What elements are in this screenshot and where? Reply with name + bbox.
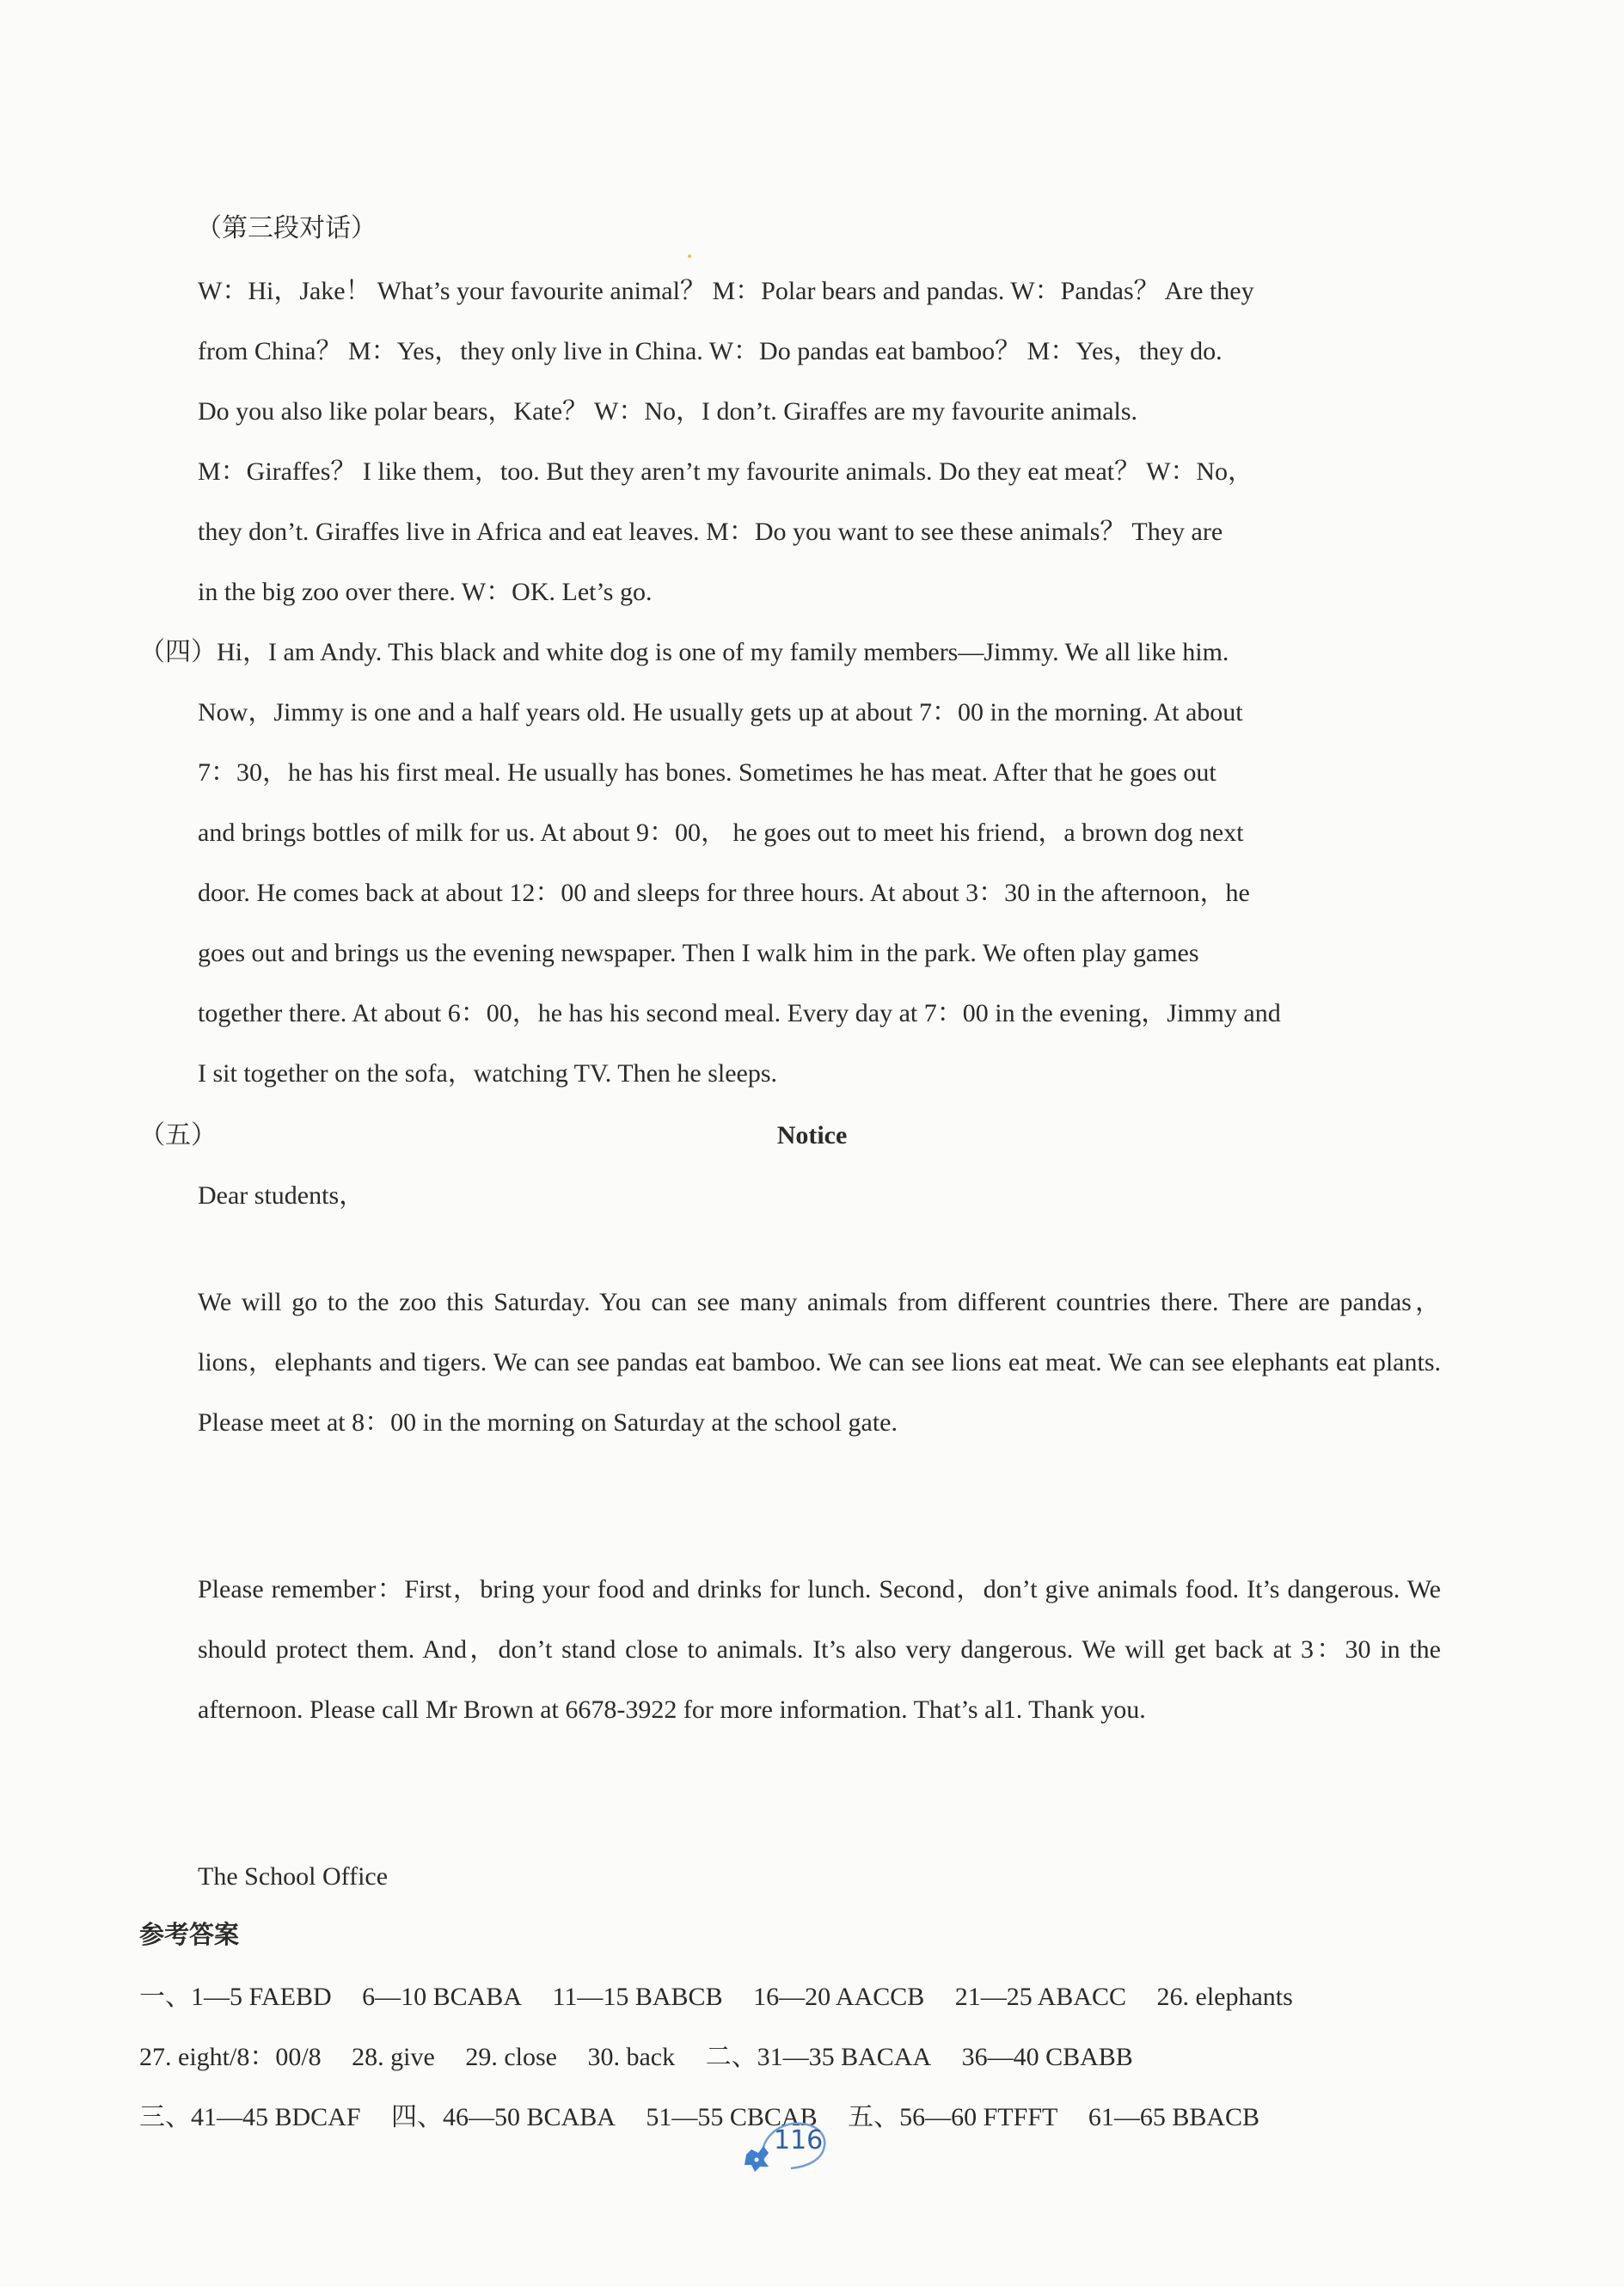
text-line: W：Hi，Jake！ What’s your favourite animal？ M：Polar bears and pandas. W：Pandas？ Are they — [198, 277, 1254, 305]
answer-item: 11—15 BABCB — [552, 1983, 723, 2011]
ink-speck — [688, 254, 691, 258]
section5-marker: （五） — [139, 1121, 217, 1150]
notice-paragraph-2: Please remember：First，bring your food and drinks for lunch. Second，don’t give animals food. It’s dangerous. We should protect them. And，don’t stand close to animals. It’s also very dangerous. We will get back at 3：30 in the afternoon. Please call Mr Brown at 6678-3922 for more information. That’s al1. Thank you. — [198, 1575, 1441, 1724]
answer-item: 三、41—45 BDCAF — [139, 2103, 361, 2131]
dialogue3-heading: （第三段对话） — [196, 214, 377, 242]
answers-row-1 — [139, 1967, 1446, 2027]
text-line: 7：30，he has his first meal. He usually has bones. Sometimes he has meat. After that he goes out — [198, 758, 1216, 787]
notice-signoff: The School Office — [198, 1862, 389, 1891]
answer-item: 27. eight/8：00/8 — [139, 2043, 322, 2071]
text-line: Do you also like polar bears，Kate？ W：No，I don’t. Giraffes are my favourite animals. — [198, 397, 1138, 426]
answer-item: 二、31—35 BACAA — [705, 2043, 932, 2071]
text-line: goes out and brings us the evening newspaper. Then I walk him in the park. We often play games — [198, 939, 1199, 967]
text-line: I sit together on the sofa，watching TV. Then he sleeps. — [198, 1059, 778, 1088]
answer-item: 28. give — [352, 2043, 435, 2071]
text-line: M：Giraffes？ I like them，too. But they aren’t my favourite animals. Do they eat meat？ W：No， — [198, 457, 1254, 486]
answer-item: 30. back — [587, 2043, 676, 2071]
answers-row-2 — [139, 2027, 1446, 2088]
answer-item: 29. close — [465, 2043, 557, 2071]
notice-paragraph-1: We will go to the zoo this Saturday. You can see many animals from different countries there. There are pandas，lions，elephants and tigers. We can see pandas eat bamboo. We can see lions eat meat. We can see elephants eat plants. Please meet at 8：00 in the morning on Saturday at the school gate. — [198, 1288, 1441, 1437]
answer-item: 16—20 AACCB — [753, 1983, 925, 2011]
answer-item: 21—25 ABACC — [954, 1983, 1127, 2011]
text-line: and brings bottles of milk for us. At about 9：00， he goes out to meet his friend，a brown dog next — [198, 819, 1244, 847]
page-number-text: 116 — [774, 2125, 824, 2155]
answer-item: 五、56—60 FTFFT — [848, 2103, 1058, 2131]
text-line: in the big zoo over there. W：OK. Let’s go. — [198, 578, 653, 606]
answer-item: 36—40 CBABB — [961, 2043, 1133, 2071]
text-line: they don’t. Giraffes live in Africa and eat leaves. M：Do you want to see these animals？ They are — [198, 518, 1223, 546]
text-line: door. He comes back at about 12：00 and sleeps for three hours. At about 3：30 in the afternoon，he — [198, 879, 1250, 907]
text-line: （四）Hi，I am Andy. This black and white dog is one of my family members—Jimmy. We all like him. — [139, 638, 1229, 666]
passage4-body — [139, 622, 1441, 1104]
answer-item: 51—55 CBCAB — [646, 2103, 818, 2131]
text-line: Now，Jimmy is one and a half years old. He usually gets up at about 7：00 in the morning. At about — [198, 698, 1243, 727]
page-number — [739, 2115, 834, 2175]
dialogue3-body — [198, 261, 1441, 622]
notice-title: Notice — [776, 1121, 848, 1150]
answer-item: 26. elephants — [1156, 1983, 1293, 2011]
notice-salutation: Dear students， — [198, 1181, 365, 1210]
answer-item: 一、1—5 FAEBD — [139, 1983, 332, 2011]
answer-item: 四、46—50 BCABA — [391, 2103, 616, 2131]
text-line: from China？ M：Yes，they only live in China. W：Do pandas eat bamboo？ M：Yes，they do. — [198, 337, 1223, 365]
answers-title: 参考答案 — [139, 1920, 240, 1949]
answer-item: 61—65 BBACB — [1088, 2103, 1260, 2131]
text-line: together there. At about 6：00，he has his second meal. Every day at 7：00 in the evening，Jimmy and — [198, 999, 1281, 1027]
answer-item: 6—10 BCABA — [362, 1983, 522, 2011]
